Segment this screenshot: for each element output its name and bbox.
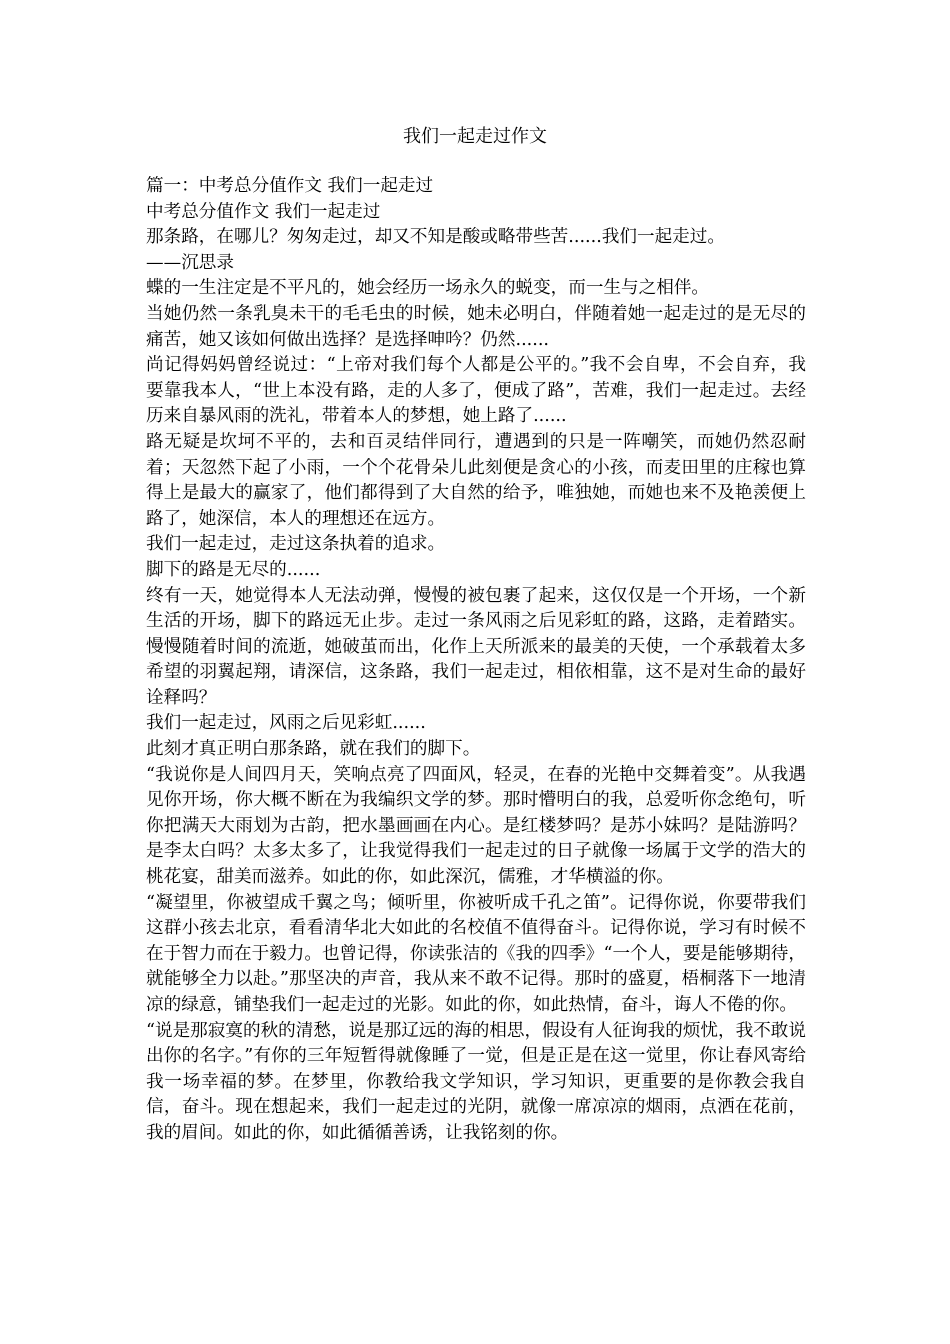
document-title: 我们一起走过作文 xyxy=(403,126,547,147)
paragraph: 此刻才真正明白那条路，就在我们的脚下。 xyxy=(146,739,481,760)
document-body xyxy=(146,174,806,1147)
paragraph: 那条路，在哪儿？匆匆走过，却又不知是酸或略带些苦......我们一起走过。 xyxy=(146,227,725,248)
paragraph: 蝶的一生注定是不平凡的，她会经历一场永久的蜕变，而一生与之相伴。 xyxy=(146,278,710,299)
paragraph: “凝望里，你被望成千翼之鸟；倾听里，你被听成千孔之笛”。记得你说，你要带我们这群小孩去北京，看看清华北大如此的名校值不值得奋斗。记得你说，学习有时候不在于智力而在于毅力。也曾记得，你读张洁的《我的四季》“一个人，要是能够期待，就能够全力以赴。”那坚决的声音，我从来不敢不记得。那时的盛夏，梧桐落下一地清凉的绿意，铺垫我们一起走过的光影。如此的你，如此热情，奋斗，诲人不倦的你。 xyxy=(146,892,806,1015)
paragraph: “我说你是人间四月天，笑响点亮了四面风，轻灵，在春的光艳中交舞着变”。从我遇见你开场，你大概不断在为我编织文学的梦。那时懵明白的我，总爱听你念绝句，听你把满天大雨划为古韵，把水墨画画在内心。是红楼梦吗？是苏小妹吗？是陆游吗？是李太白吗？太多太多了，让我觉得我们一起走过的日子就像一场属于文学的浩大的桃花宴，甜美而滋养。如此的你，如此深沉，儒雅，才华横溢的你。 xyxy=(146,764,806,888)
paragraph: “说是那寂寞的秋的清愁，说是那辽远的海的相思，假设有人征询我的烦忧，我不敢说出你的名字。”有你的三年短暂得就像睡了一觉，但是正是在这一觉里，你让春风寄给我一场幸福的梦。在梦里，你教给我文学知识，学习知识，更重要的是你教会我自信，奋斗。现在想起来，我们一起走过的光阴，就像一席凉凉的烟雨，点洒在花前，我的眉间。如此的你，如此循循善诱，让我铭刻的你。 xyxy=(146,1020,806,1143)
paragraph: 尚记得妈妈曾经说过：“上帝对我们每个人都是公平的。”我不会自卑，不会自弃，我要靠我本人，“世上本没有路，走的人多了，便成了路”，苦难，我们一起走过。去经历来自暴风雨的洗礼，带着本人的梦想，她上路了...... xyxy=(146,355,806,427)
paragraph: 路无疑是坎坷不平的，去和百灵结伴同行，遭遇到的只是一阵嘲笑，而她仍然忍耐着；天忽然下起了小雨，一个个花骨朵儿此刻便是贪心的小孩，而麦田里的庄稼也算得上是最大的赢家了，他们都得到了大自然的给予，唯独她，而她也来不及艳羡便上路了，她深信，本人的理想还在远方。 xyxy=(146,431,806,529)
paragraph: 我们一起走过，走过这条执着的追求。 xyxy=(146,534,446,555)
paragraph: 中考总分值作文 我们一起走过 xyxy=(146,201,381,222)
paragraph: 篇一：中考总分值作文 我们一起走过 xyxy=(146,176,434,196)
paragraph: 我们一起走过，风雨之后见彩虹...... xyxy=(146,713,426,734)
paragraph: 脚下的路是无尽的...... xyxy=(146,559,321,580)
paragraph: ——沉思录 xyxy=(146,252,234,273)
paragraph: 当她仍然一条乳臭未干的毛毛虫的时候，她未必明白，伴随着她一起走过的是无尽的痛苦，她又该如何做出选择？是选择呻吟？仍然...... xyxy=(146,303,806,350)
paragraph: 终有一天，她觉得本人无法动弹，慢慢的被包裹了起来，这仅仅是一个开场，一个新生活的开场，脚下的路远无止步。走过一条风雨之后见彩虹的路，这路，走着踏实。慢慢随着时间的流逝，她破茧而出，化作上天所派来的最美的天使，一个承载着太多希望的羽翼起翔，请深信，这条路，我们一起走过，相依相靠，这不是对生命的最好诠释吗？ xyxy=(146,585,806,708)
